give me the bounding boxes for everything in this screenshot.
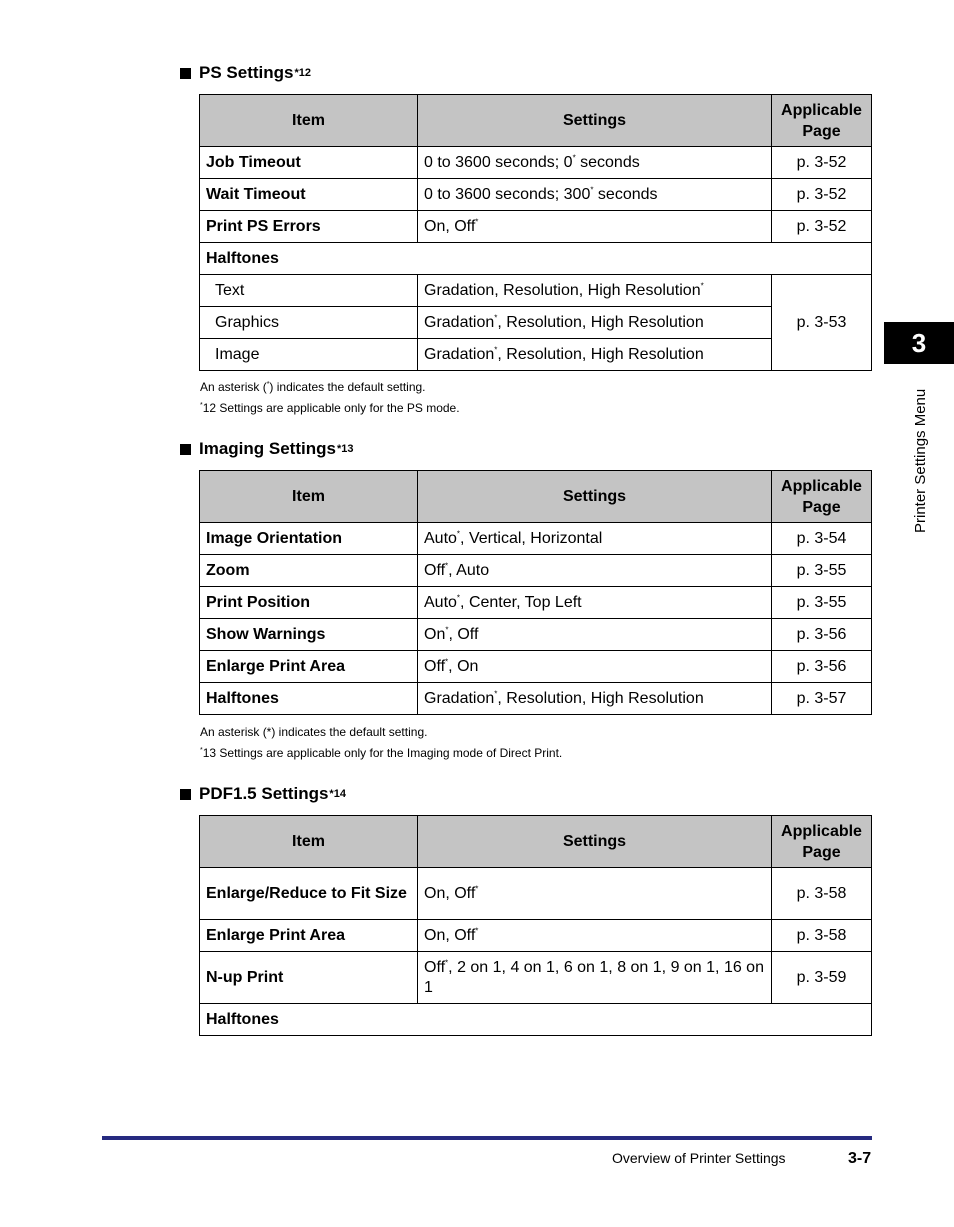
row-page: p. 3-55 <box>772 555 872 587</box>
table-header-row <box>200 95 872 147</box>
table-group-row <box>200 1004 872 1036</box>
pdf-settings-title: PDF1.5 Settings <box>199 784 329 803</box>
group-label: Halftones <box>200 243 872 275</box>
row-settings: Auto*, Vertical, Horizontal <box>418 523 772 555</box>
imaging-settings-heading: Imaging Settings *13 <box>180 439 354 459</box>
row-page: p. 3-52 <box>772 147 872 179</box>
pdf-settings-heading: PDF1.5 Settings *14 <box>180 784 346 804</box>
row-item: Print Position <box>200 587 418 619</box>
pdf-settings-table <box>199 815 872 1036</box>
row-item: Image <box>200 339 418 371</box>
row-item: Show Warnings <box>200 619 418 651</box>
table-row <box>200 523 872 555</box>
row-item: Zoom <box>200 555 418 587</box>
table-row <box>200 868 872 920</box>
row-page: p. 3-58 <box>772 868 872 920</box>
row-item: Wait Timeout <box>200 179 418 211</box>
table-row <box>200 555 872 587</box>
header-applicable-page: Applicable Page <box>772 816 872 868</box>
row-settings: 0 to 3600 seconds; 300* seconds <box>418 179 772 211</box>
row-item: N-up Print <box>200 952 418 1004</box>
row-item: Job Timeout <box>200 147 418 179</box>
page-number: 3-7 <box>848 1150 872 1167</box>
bullet-square-icon <box>180 444 191 455</box>
ps-settings-title: PS Settings <box>199 63 294 82</box>
row-item: Image Orientation <box>200 523 418 555</box>
row-settings: Gradation, Resolution, High Resolution* <box>418 275 772 307</box>
table-group-row <box>200 243 872 275</box>
row-page: p. 3-59 <box>772 952 872 1004</box>
imaging-settings-table <box>199 470 872 715</box>
header-settings: Settings <box>418 95 772 147</box>
group-label: Halftones <box>200 1004 872 1036</box>
ps-settings-heading: PS Settings *12 <box>180 63 311 83</box>
row-page: p. 3-56 <box>772 619 872 651</box>
bullet-square-icon <box>180 68 191 79</box>
row-page: p. 3-52 <box>772 211 872 243</box>
table-row <box>200 920 872 952</box>
row-page: p. 3-54 <box>772 523 872 555</box>
chapter-tab: 3 <box>884 322 954 364</box>
row-item: Text <box>200 275 418 307</box>
table-row <box>200 952 872 1004</box>
row-settings: On, Off* <box>418 868 772 920</box>
table-header-row <box>200 816 872 868</box>
header-settings: Settings <box>418 471 772 523</box>
row-page: p. 3-52 <box>772 179 872 211</box>
row-settings: On, Off* <box>418 920 772 952</box>
row-settings: Off*, On <box>418 651 772 683</box>
row-settings: Gradation*, Resolution, High Resolution <box>418 339 772 371</box>
row-settings: Off*, Auto <box>418 555 772 587</box>
header-applicable-page: Applicable Page <box>772 95 872 147</box>
group-page: p. 3-53 <box>772 275 872 371</box>
header-item: Item <box>200 816 418 868</box>
table-row <box>200 651 872 683</box>
row-item: Enlarge Print Area <box>200 920 418 952</box>
ps-mode-note: *12 Settings are applicable only for the PS mode. <box>200 401 460 415</box>
table-row <box>200 179 872 211</box>
row-item: Enlarge Print Area <box>200 651 418 683</box>
chapter-label: Printer Settings Menu <box>912 388 929 533</box>
imaging-settings-title: Imaging Settings <box>199 439 336 458</box>
table-row <box>200 147 872 179</box>
row-item: Enlarge/Reduce to Fit Size <box>200 868 418 920</box>
ps-default-note: An asterisk (*) indicates the default setting. <box>200 380 426 394</box>
table-row <box>200 619 872 651</box>
footer-title: Overview of Printer Settings <box>612 1150 786 1166</box>
header-item: Item <box>200 471 418 523</box>
row-page: p. 3-56 <box>772 651 872 683</box>
header-settings: Settings <box>418 816 772 868</box>
row-settings: On, Off* <box>418 211 772 243</box>
row-item: Graphics <box>200 307 418 339</box>
ps-settings-table <box>199 94 872 371</box>
row-settings: Gradation*, Resolution, High Resolution <box>418 307 772 339</box>
row-page: p. 3-57 <box>772 683 872 715</box>
footer-rule <box>102 1136 872 1140</box>
row-item: Print PS Errors <box>200 211 418 243</box>
row-settings: Off*, 2 on 1, 4 on 1, 6 on 1, 8 on 1, 9 on 1, 16 on 1 <box>418 952 772 1004</box>
table-header-row <box>200 471 872 523</box>
row-page: p. 3-55 <box>772 587 872 619</box>
row-page: p. 3-58 <box>772 920 872 952</box>
table-row <box>200 211 872 243</box>
table-row <box>200 339 872 371</box>
imaging-mode-note: *13 Settings are applicable only for the Imaging mode of Direct Print. <box>200 746 563 760</box>
table-row <box>200 587 872 619</box>
table-row <box>200 307 872 339</box>
header-applicable-page: Applicable Page <box>772 471 872 523</box>
row-settings: On*, Off <box>418 619 772 651</box>
table-row <box>200 275 872 307</box>
imaging-default-note: An asterisk (*) indicates the default setting. <box>200 725 428 739</box>
row-item: Halftones <box>200 683 418 715</box>
row-settings: 0 to 3600 seconds; 0* seconds <box>418 147 772 179</box>
bullet-square-icon <box>180 789 191 800</box>
row-settings: Auto*, Center, Top Left <box>418 587 772 619</box>
row-settings: Gradation*, Resolution, High Resolution <box>418 683 772 715</box>
header-item: Item <box>200 95 418 147</box>
table-row <box>200 683 872 715</box>
